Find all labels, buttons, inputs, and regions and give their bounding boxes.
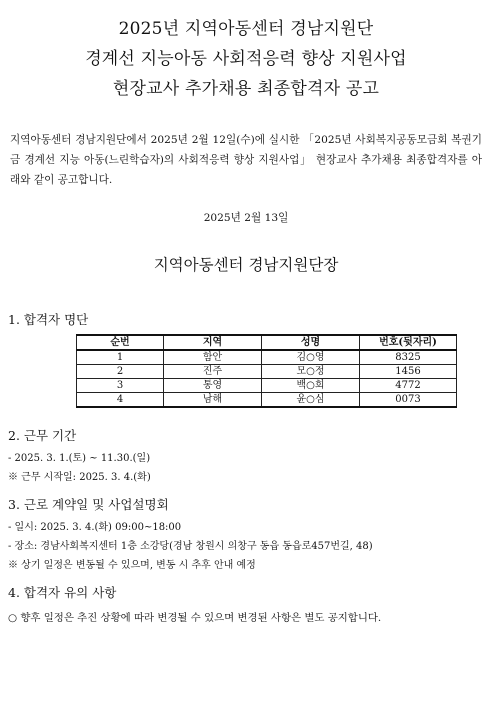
table-header-row — [77, 335, 457, 350]
title-line-2: 경계선 지능아동 사회적응력 향상 지원사업 — [85, 49, 407, 69]
cell-number: 4 — [77, 393, 164, 408]
table-row — [77, 393, 457, 408]
schedule-change-note: ※ 상기 일정은 변동될 수 있으며, 변동 시 추후 안내 예정 — [8, 560, 256, 571]
cell-id: 0073 — [360, 393, 457, 408]
cell-name: 김○영 — [262, 350, 360, 365]
cell-name: 모○정 — [262, 365, 360, 379]
section-2-heading: 2. 근무 기간 — [8, 428, 77, 443]
cell-region: 남해 — [164, 393, 262, 408]
column-header-region: 지역 — [164, 335, 262, 350]
section-1-heading: 1. 합격자 명단 — [8, 312, 89, 327]
contract-datetime: - 일시: 2025. 3. 4.(화) 09:00~18:00 — [8, 522, 182, 533]
cell-region: 진주 — [164, 365, 262, 379]
notice-item: ○ 향후 일정은 추진 상황에 따라 변경될 수 있으며 변경된 사항은 별도 공지합니다. — [8, 612, 382, 624]
work-period: - 2025. 3. 1.(토) ~ 11.30.(일) — [8, 453, 151, 464]
section-3-heading: 3. 근로 계약일 및 사업설명회 — [8, 497, 169, 512]
cell-region: 통영 — [164, 379, 262, 393]
cell-number: 1 — [77, 350, 164, 365]
table-row — [77, 350, 457, 365]
cell-region: 함안 — [164, 350, 262, 365]
cell-number: 3 — [77, 379, 164, 393]
table-row — [77, 379, 457, 393]
intro-paragraph: 지역아동센터 경남지원단에서 2025년 2월 12일(수)에 실시한 「2025년 사회복지공동모금회 복권기금 경계선 지능 아동(느린학습자)의 사회적응력 향상 지원사업」 현장교사 추가채용 최종합격자를 아래와 같이 공고합니다. — [10, 134, 482, 186]
signer-name: 지역아동센터 경남지원단장 — [153, 256, 339, 274]
title-line-3: 현장교사 추가채용 최종합격자 공고 — [112, 79, 380, 99]
column-header-number: 순번 — [77, 335, 164, 350]
cell-name: 윤○심 — [262, 393, 360, 408]
table-row — [77, 365, 457, 379]
cell-number: 2 — [77, 365, 164, 379]
winners-table — [76, 334, 457, 408]
announcement-title — [8, 0, 484, 104]
announcement-date: 2025년 2월 13일 — [203, 212, 289, 224]
contract-location: - 장소: 경남사회복지센터 1층 소강당(경남 창원시 의창구 동읍 동읍로457번길, 48) — [8, 541, 373, 552]
cell-id: 4772 — [360, 379, 457, 393]
column-header-id: 번호(뒷자리) — [360, 335, 457, 350]
work-start-note: ※ 근무 시작일: 2025. 3. 4.(화) — [8, 472, 151, 483]
cell-id: 1456 — [360, 365, 457, 379]
title-line-1: 2025년 지역아동센터 경남지원단 — [118, 19, 374, 39]
section-4-heading: 4. 합격자 유의 사항 — [8, 585, 117, 600]
cell-id: 8325 — [360, 350, 457, 365]
cell-name: 백○희 — [262, 379, 360, 393]
column-header-name: 성명 — [262, 335, 360, 350]
